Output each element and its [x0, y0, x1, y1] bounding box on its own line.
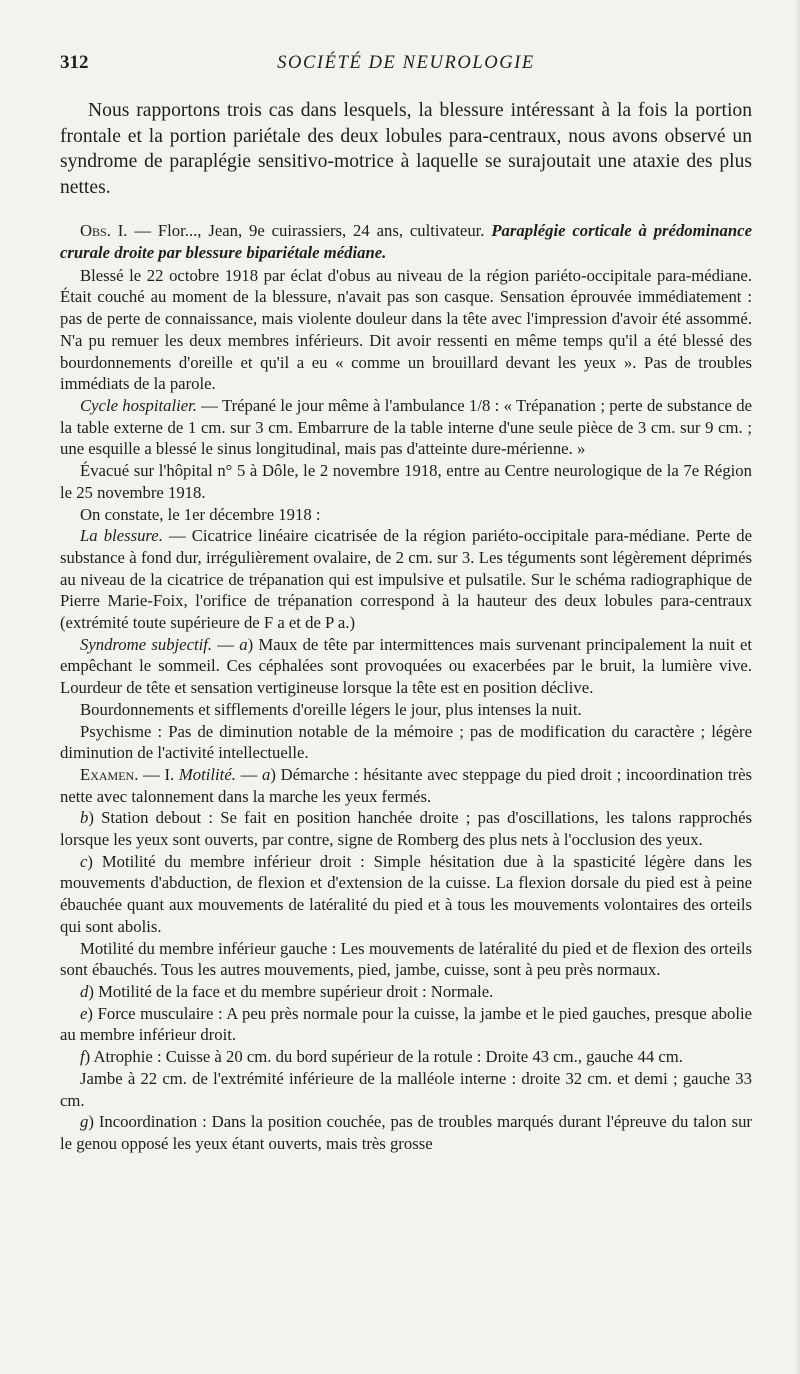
item-e-text: ) Force musculaire : A peu près normale pour la cuisse, la jambe et le pied gauches, presque abolie au membre inférieur droit.	[60, 1003, 752, 1045]
motilite-label: Motilité.	[178, 764, 236, 784]
item-e-label: e	[80, 1003, 88, 1023]
syndrome-text: ) Maux de tête par intermittences mais survenant principalement la nuit et empêchant le sommeil. Ces céphalées sont provoquées ou exacerbées par le bruit, la lumière vive. Lourdeur de tête et sensation vertigineuse lorsque la tête est en position déclive.	[60, 634, 753, 698]
syndrome-item-a: a	[239, 634, 248, 654]
item-b-label: b	[80, 808, 89, 828]
item-g-text: ) Incoordination : Dans la position couchée, pas de troubles marqués durant l'épreuve du talon sur le genou opposé les yeux étant ouverts, mais très grosse	[60, 1112, 752, 1153]
paragraph-blessure	[60, 525, 752, 634]
observation-title: Paraplégie corticale à prédominance crurale droite par blessure bipariétale médiane.	[60, 221, 752, 263]
examen-label: Examen.	[80, 764, 139, 784]
item-f-label: f	[80, 1047, 85, 1067]
paragraph-bourdonnements: Bourdonnements et sifflements d'oreille légers le jour, plus intenses la nuit.	[80, 699, 582, 719]
page-number: 312	[60, 52, 89, 73]
item-d-text: ) Motilité de la face et du membre supérieur droit : Normale.	[88, 981, 494, 1001]
blessure-text: — Cicatrice linéaire cicatrisée de la région pariéto-occipitale para-médiane. Perte de substance à fond dur, irrégulièrement ovalaire, de 2 cm. sur 3. Les téguments sont légèrement déprimés au niveau de la cicatrice de trépanation qui est impulsive et pulsatile. Sur le schéma radiographique de Pierre Marie-Foix, l'orifice de trépanation correspond à la hauteur des deux lobules para-centraux (extrémité toute supérieure de F a et de P a.)	[60, 526, 752, 633]
examen-dash-2: —	[235, 764, 262, 784]
item-c-label: c	[80, 851, 88, 871]
paragraph-item-b	[60, 807, 752, 850]
intro-paragraph: Nous rapportons trois cas dans lesquels, la blessure intéressant à la fois la portion frontale et la portion pariétale des deux lobules para-centraux, nous avons observé un syndrome de paraplégie sensitivo-motrice à laquelle se surajoutait une ataxie des plus nettes.	[60, 100, 752, 198]
item-d-label: d	[80, 981, 89, 1001]
item-g-label: g	[80, 1112, 89, 1132]
item-b-text: ) Station debout : Se fait en position hanchée droite ; pas d'oscillations, les talons rapprochés lorsque les yeux sont ouverts, par contre, signe de Romberg des plus nets à l'occlusion des yeux.	[60, 808, 752, 850]
paragraph-constate: On constate, le 1er décembre 1918 :	[80, 504, 321, 524]
examen-text: ) Démarche : hésitante avec steppage du pied droit ; incoordination très nette avec talonnement dans la marche les yeux fermés.	[60, 764, 753, 806]
syndrome-dash: —	[212, 634, 240, 654]
paragraph-syndrome	[60, 634, 752, 699]
paragraph-item-e	[60, 1003, 752, 1046]
paragraph-cycle	[60, 395, 752, 460]
paragraph-motilite-gauche: Motilité du membre inférieur gauche : Les mouvements de latéralité du pied et de flexion des orteils sont ébauchés. Tous les autres mouvements, pied, jambe, cuisse, sont à peu près normaux.	[60, 938, 752, 980]
cycle-text: — Trépané le jour même à l'ambulance 1/8 : « Trépanation ; perte de substance de la table externe de 1 cm. sur 3 cm. Embarrure de la table interne d'une seule pièce de 3 cm. sur 9 cm. ; une esquille a blessé le sinus longitudinal, mais pas d'atteinte dure-mérienne. »	[60, 396, 752, 459]
paragraph-evacue: Évacué sur l'hôpital n° 5 à Dôle, le 2 novembre 1918, entre au Centre neurologique de la 7e Région le 25 novembre 1918.	[60, 461, 752, 502]
running-head	[60, 52, 752, 86]
paragraph-item-d	[60, 981, 752, 1003]
item-c-text: ) Motilité du membre inférieur droit : Simple hésitation due à la spasticité légère dans les mouvements d'abduction, de flexion et d'extension de la cuisse. La flexion dorsale du pied est à peine ébauchée quant aux mouvements de latéralité du pied et à tous les mouvements volontaires des orteils qui sont abolis.	[60, 851, 752, 936]
observation-label: Obs. I.	[80, 221, 128, 241]
observation-subject: — Flor..., Jean, 9e cuirassiers, 24 ans, cultivateur.	[127, 221, 492, 241]
paragraph-examen	[60, 764, 752, 807]
paragraph-item-g	[60, 1111, 752, 1154]
syndrome-label: Syndrome subjectif.	[80, 634, 213, 654]
page-edge-shadow	[794, 0, 800, 1374]
paragraph-psychisme: Psychisme : Pas de diminution notable de la mémoire ; pas de modification du caractère ; légère diminution de l'activité intellectuelle.	[60, 721, 752, 763]
observation-heading	[60, 220, 752, 263]
cycle-label: Cycle hospitalier.	[80, 396, 197, 415]
examen-dash: — I.	[138, 764, 179, 784]
paragraph-item-c	[60, 851, 752, 938]
paragraph-blesse: Blessé le 22 octobre 1918 par éclat d'obus au niveau de la région pariéto-occipitale para-médiane. Était couché au moment de la blessure, n'avait pas son casque. Sensation éprouvée immédiatement : pas de perte de connaissance, mais violente douleur dans la tête avec l'impression d'avoir été assommé. N'a pu remuer les deux membres inférieurs. Dit avoir ressenti en même temps qu'il a été blessé des bourdonnements d'oreille et qu'il a eu « comme un brouillard devant les yeux ». Pas de troubles immédiats de la parole.	[60, 265, 752, 394]
paragraph-jambe: Jambe à 22 cm. de l'extrémité inférieure de la malléole interne : droite 32 cm. et demi ; gauche 33 cm.	[60, 1068, 752, 1110]
paragraph-item-f	[60, 1046, 752, 1068]
observation-section	[60, 220, 752, 1154]
item-f-text: ) Atrophie : Cuisse à 20 cm. du bord supérieur de la rotule : Droite 43 cm., gauche 44 cm.	[84, 1047, 683, 1067]
blessure-label: La blessure.	[80, 526, 163, 546]
journal-title: SOCIÉTÉ DE NEUROLOGIE	[277, 53, 535, 73]
examen-item-a: a	[262, 764, 271, 784]
